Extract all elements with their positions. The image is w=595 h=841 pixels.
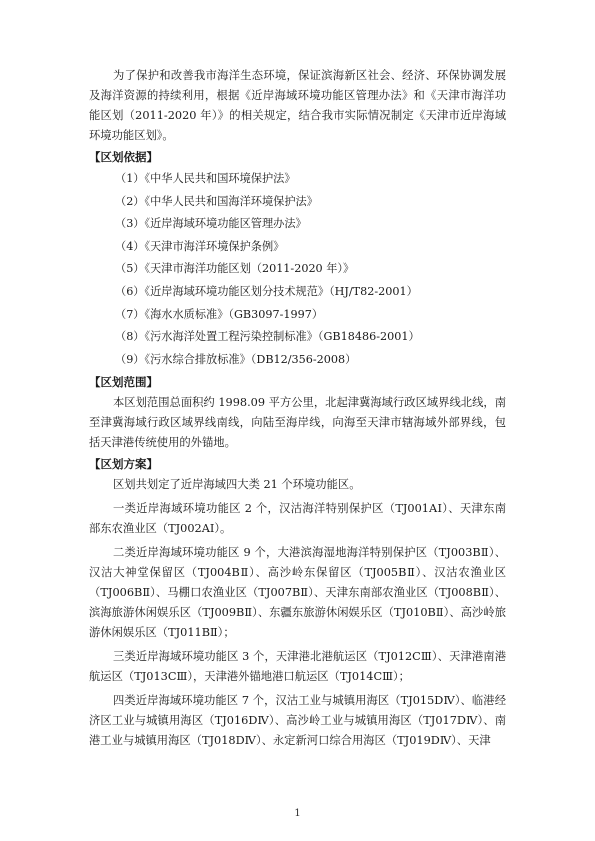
scope-heading: 【区划范围】	[89, 375, 158, 390]
scope-paragraph: 本区划范围总面积约 1998.09 平方公里，北起津冀海域行政区域界线北线，南至津冀海域行政区域界线南线，向陆至海岸线，向海至天津市辖海域外部界线，包括天津港传统使用的外锚地。	[89, 396, 506, 450]
basis-list	[89, 168, 506, 371]
basis-item: （5）《天津市海洋功能区划（2011-2020 年）》	[115, 262, 355, 276]
basis-item: （4）《天津市海洋环境保护条例》	[115, 239, 285, 253]
basis-item: （6）《近岸海域环境功能区划分技术规范》（HJ/T82-2001）	[115, 284, 418, 298]
plan-paragraph: 区划共划定了近岸海域四大类 21 个环境功能区。	[113, 478, 361, 492]
page-number: 1	[294, 808, 301, 819]
basis-heading: 【区划依据】	[89, 150, 158, 164]
plan-paragraph: 四类近岸海域环境功能区 7 个，汉沽工业与城镇用海区（TJ015DⅣ）、临港经济区工业与城镇用海区（TJ016DⅣ）、高沙岭工业与城镇用海区（TJ017DⅣ）、南港工业与城镇用海区（TJ018DⅣ）、永定新河口综合用海区（TJ019DⅣ）、天津	[89, 694, 506, 748]
plan-heading: 【区划方案】	[89, 457, 158, 472]
plan-paragraph: 一类近岸海域环境功能区 2 个，汉沽海洋特别保护区（TJ001AⅠ）、天津东南部东农渔业区（TJ002AⅠ）。	[89, 502, 506, 536]
basis-item: （2）《中华人民共和国海洋环境保护法》	[115, 194, 318, 208]
basis-item: （8）《污水海洋处置工程污染控制标准》（GB18486-2001）	[115, 330, 420, 344]
basis-item: （1）《中华人民共和国环境保护法》	[115, 172, 296, 185]
basis-item: （3）《近岸海域环境功能区管理办法》	[115, 217, 307, 231]
basis-item: （7）《海水水质标准》（GB3097-1997）	[115, 307, 324, 321]
basis-item: （9）《污水综合排放标准》（DB12/356-2008）	[115, 352, 357, 366]
plan-paragraph: 二类近岸海域环境功能区 9 个，大港滨海湿地海洋特别保护区（TJ003BⅡ）、汉沽大神堂保留区（TJ004BⅡ）、高沙岭东保留区（TJ005BⅡ）、汉沽农渔业区（TJ006BⅡ）、马棚口农渔业区（TJ007BⅡ）、天津东南部农渔业区（TJ008BⅡ）、滨海旅游休闲娱乐区（TJ009BⅡ）、东疆东旅游休闲娱乐区（TJ010BⅡ）、高沙岭旅游休闲娱乐区（TJ011BⅡ）；	[89, 546, 506, 640]
intro-paragraph: 为了保护和改善我市海洋生态环境，保证滨海新区社会、经济、环保协调发展及海洋资源的持续利用，根据《近岸海域环境功能区管理办法》和《天津市海洋功能区划（2011-2020 年）》的相关规定，结合我市实际情况制定《天津市近岸海域环境功能区划》。	[89, 69, 506, 142]
plan-paragraph: 三类近岸海域环境功能区 3 个，天津港北港航运区（TJ012CⅢ）、天津港南港航运区（TJ013CⅢ），天津港外锚地港口航运区（TJ014CⅢ）；	[89, 650, 506, 684]
document-body	[89, 66, 506, 751]
